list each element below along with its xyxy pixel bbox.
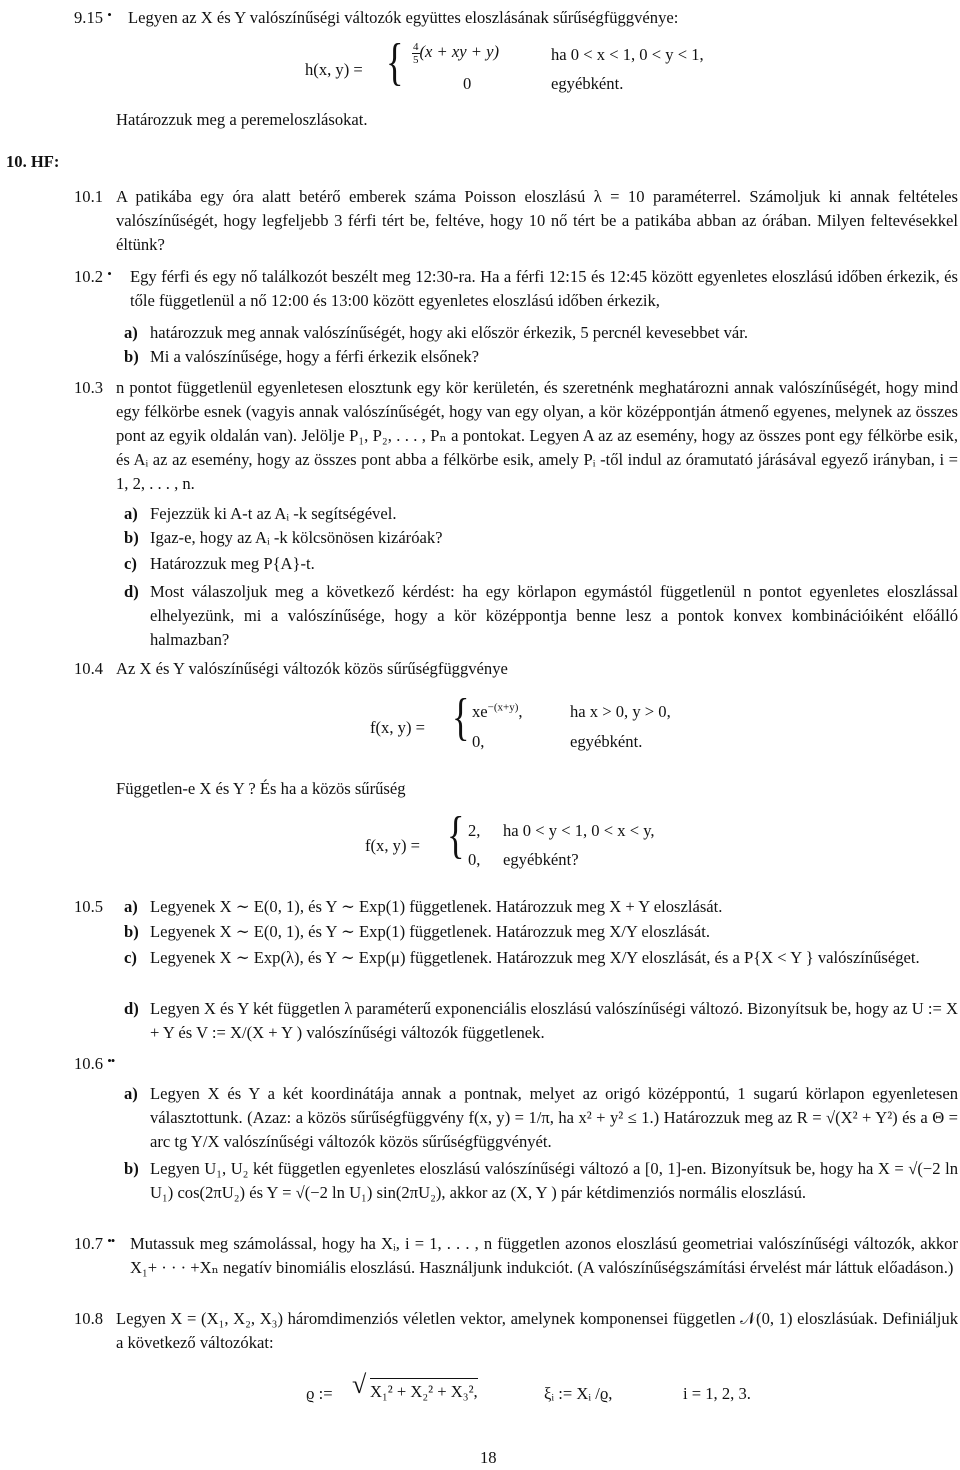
problem-10-3-b: Igaz-e, hogy az Aᵢ -k kölcsönösen kizáróak? xyxy=(150,528,443,547)
problem-10-3-text: n pontot függetlenül egyenletesen elosztunk egy kör kerületén, és szeretnénk meghatározni annak valószínűségét, hogy mind egy félkörbe esnek (vagyis annak valószínűségét, hogy van egy olyan, a kör középpontján átmenő egyenes, melynek az összes pont az egyik oldalán van). Jelölje P₁, P₂, . . . , Pₙ a pontokat. Legyen A az az esemény, hogy az összes pont egy félkörbe esik, és Aᵢ az az esemény, hogy az összes pont abba a félkörbe esik, amely Pᵢ -től indul az óramutató járásával egyező irányban, i = 1, 2, . . . , n. xyxy=(116,378,958,494)
problem-10-2-text: Egy férfi és egy nő találkozót beszélt meg 12:30-ra. Ha a férfi 12:15 és 12:45 között egyenletes eloszlású időben érkezik, és tőle függetlenül a nő 12:00 és 13:00 között egyenletes eloszlású időben érkezik, xyxy=(130,267,958,311)
problem-10-8-text: Legyen X = (X₁, X₂, X₃) háromdimenziós véletlen vektor, amelynek komponensei független 𝒩(0, 1) eloszlásúak. Definiáljuk a következő változókat: xyxy=(116,1309,958,1353)
f2-case1: 2, xyxy=(468,821,481,840)
h-case1: $\frac{4}{5}$ (x + xy + y) xyxy=(413,40,500,66)
item-label-c: c) xyxy=(124,554,137,573)
f1-cond2: egyébként. xyxy=(570,732,643,751)
problem-10-1-text: A patikába egy óra alatt betérő emberek száma Poisson eloszlású λ = 10 paraméterrel. Számoljuk ki annak feltételes valószínűségét, hogy legfeljebb 3 férfi tért be, feltéve, hogy 10 nő tért be a patikába abban az órában. Milyen feltevésekkel éltünk? xyxy=(116,187,958,255)
h-lhs: h(x, y) = xyxy=(305,60,363,79)
item-label-b: b) xyxy=(124,922,139,941)
rho-radicand: X₁² + X₂² + X₃², xyxy=(370,1378,478,1404)
f1-case2: 0, xyxy=(472,732,485,751)
section-heading: 10. HF: xyxy=(6,152,60,171)
item-label-a: a) xyxy=(124,1084,138,1103)
item-label-b: b) xyxy=(124,528,139,547)
h-case2: 0 xyxy=(463,74,472,93)
rho-definition: ϱ := xyxy=(306,1384,333,1403)
problem-10-6-b: Legyen U₁, U₂ két független egyenletes eloszlású valószínűségi változó a [0, 1]-en. Bizonyítsuk be, hogy ha X = √(−2 ln U₁) cos(2πU₂) és Y = √(−2 ln U₁) sin(2πU₂), akkor az (X, Y ) pár kétdimenziós normális eloszlású. xyxy=(150,1159,958,1203)
problem-10-4-question: Független-e X és Y ? És ha a közös sűrűség xyxy=(116,779,406,798)
left-brace-icon: { xyxy=(452,689,470,746)
problem-number-9-15: 9.15 • xyxy=(74,7,111,27)
item-label-a: a) xyxy=(124,323,138,342)
item-label-c: c) xyxy=(124,948,137,967)
problem-number-10-1: 10.1 xyxy=(74,187,104,206)
problem-10-4-text: Az X és Y valószínűségi változók közös sűrűségfüggvénye xyxy=(116,659,508,678)
problem-10-5-a: Legyenek X ∼ E(0, 1), és Y ∼ Exp(1) függetlenek. Határozzuk meg X + Y eloszlását. xyxy=(150,897,723,916)
problem-9-15-text: Legyen az X és Y valószínűségi változók együttes eloszlásának sűrűségfüggvénye: xyxy=(128,8,679,27)
page-number: 18 xyxy=(480,1448,497,1467)
f2-case2: 0, xyxy=(468,850,481,869)
f1-case1: $xe^{-(x+y)}$, xyxy=(472,701,523,721)
f1-cond1: ha x > 0, y > 0, xyxy=(570,702,671,721)
f2-cond2: egyébként? xyxy=(503,850,579,869)
problem-number-10-6: 10.6 •• xyxy=(74,1053,115,1073)
problem-10-2-b: Mi a valószínűsége, hogy a férfi érkezik elsőnek? xyxy=(150,347,479,366)
item-label-a: a) xyxy=(124,897,138,916)
problem-number-10-2: 10.2 • xyxy=(74,266,111,286)
h-cond2: egyébként. xyxy=(551,74,624,93)
item-label-d: d) xyxy=(124,582,139,601)
item-label-a: a) xyxy=(124,504,138,523)
problem-number-10-3: 10.3 xyxy=(74,378,104,397)
f2-cond1: ha 0 < y < 1, 0 < x < y, xyxy=(503,821,655,840)
problem-10-5-c: Legyenek X ∼ Exp(λ), és Y ∼ Exp(μ) függetlenek. Határozzuk meg X/Y eloszlását, és a P{X < Y } valószínűséget. xyxy=(150,948,920,967)
item-label-d: d) xyxy=(124,999,139,1018)
left-brace-icon: { xyxy=(447,807,465,864)
problem-number-10-7: 10.7 •• xyxy=(74,1233,115,1253)
problem-10-3-a: Fejezzük ki A-t az Aᵢ -k segítségével. xyxy=(150,504,397,523)
problem-10-6-a: Legyen X és Y a két koordinátája annak a pontnak, melyet az origó középpontú, 1 sugarú körlapon egyenletesen választottunk. (Azaz: a közös sűrűségfüggvény f(x, y) = 1/π, ha x² + y² ≤ 1.) Határozzuk meg az R = √(X² + Y²) és a Θ = arc tg Y/X valószínűségi változók közös sűrűségfüggvényét. xyxy=(150,1084,958,1152)
index-range: i = 1, 2, 3. xyxy=(683,1384,751,1403)
item-label-b: b) xyxy=(124,1159,139,1178)
left-brace-icon: { xyxy=(386,34,404,91)
problem-number-10-5: 10.5 xyxy=(74,897,104,916)
problem-number-10-8: 10.8 xyxy=(74,1309,104,1328)
sqrt-icon: √ xyxy=(352,1370,367,1399)
problem-10-3-c: Határozzuk meg P{A}-t. xyxy=(150,554,315,573)
problem-9-15-question: Határozzuk meg a peremeloszlásokat. xyxy=(116,110,368,129)
problem-10-5-b: Legyenek X ∼ E(0, 1), és Y ∼ Exp(1) függetlenek. Határozzuk meg X/Y eloszlását. xyxy=(150,922,710,941)
item-label-b: b) xyxy=(124,347,139,366)
h-cond1: ha 0 < x < 1, 0 < y < 1, xyxy=(551,45,704,64)
problem-10-3-d: Most válaszoljuk meg a következő kérdést: ha egy körlapon egymástól függetlenül n pontot egyenletes eloszlással elhelyezünk, mi a valószínűsége, hogy a kör középpontja benne lesz a pontok konvex kombinációiként előálló halmazban? xyxy=(150,582,958,650)
problem-number-10-4: 10.4 xyxy=(74,659,104,678)
problem-10-2-a: határozzuk meg annak valószínűségét, hogy aki először érkezik, 5 percnél kevesebbet vár. xyxy=(150,323,749,342)
xi-definition: ξᵢ := Xᵢ /ϱ, xyxy=(544,1384,613,1403)
f1-lhs: f(x, y) = xyxy=(370,718,425,737)
f2-lhs: f(x, y) = xyxy=(365,836,420,855)
problem-10-5-d: Legyen X és Y két független λ paraméterű exponenciális eloszlású valószínűségi változó. Bizonyítsuk be, hogy az U := X + Y és V := X/(X + Y ) valószínűségi változók függetlenek. xyxy=(150,999,958,1043)
problem-10-7-text: Mutassuk meg számolással, hogy ha Xᵢ, i = 1, . . . , n független azonos eloszlású geometriai valószínűségi változók, akkor X₁+ · · · +Xₙ negatív binomiális eloszlású. Használjunk indukciót. (A valószínűségszámítási érvelést már láttuk előadáson.) xyxy=(130,1234,958,1278)
